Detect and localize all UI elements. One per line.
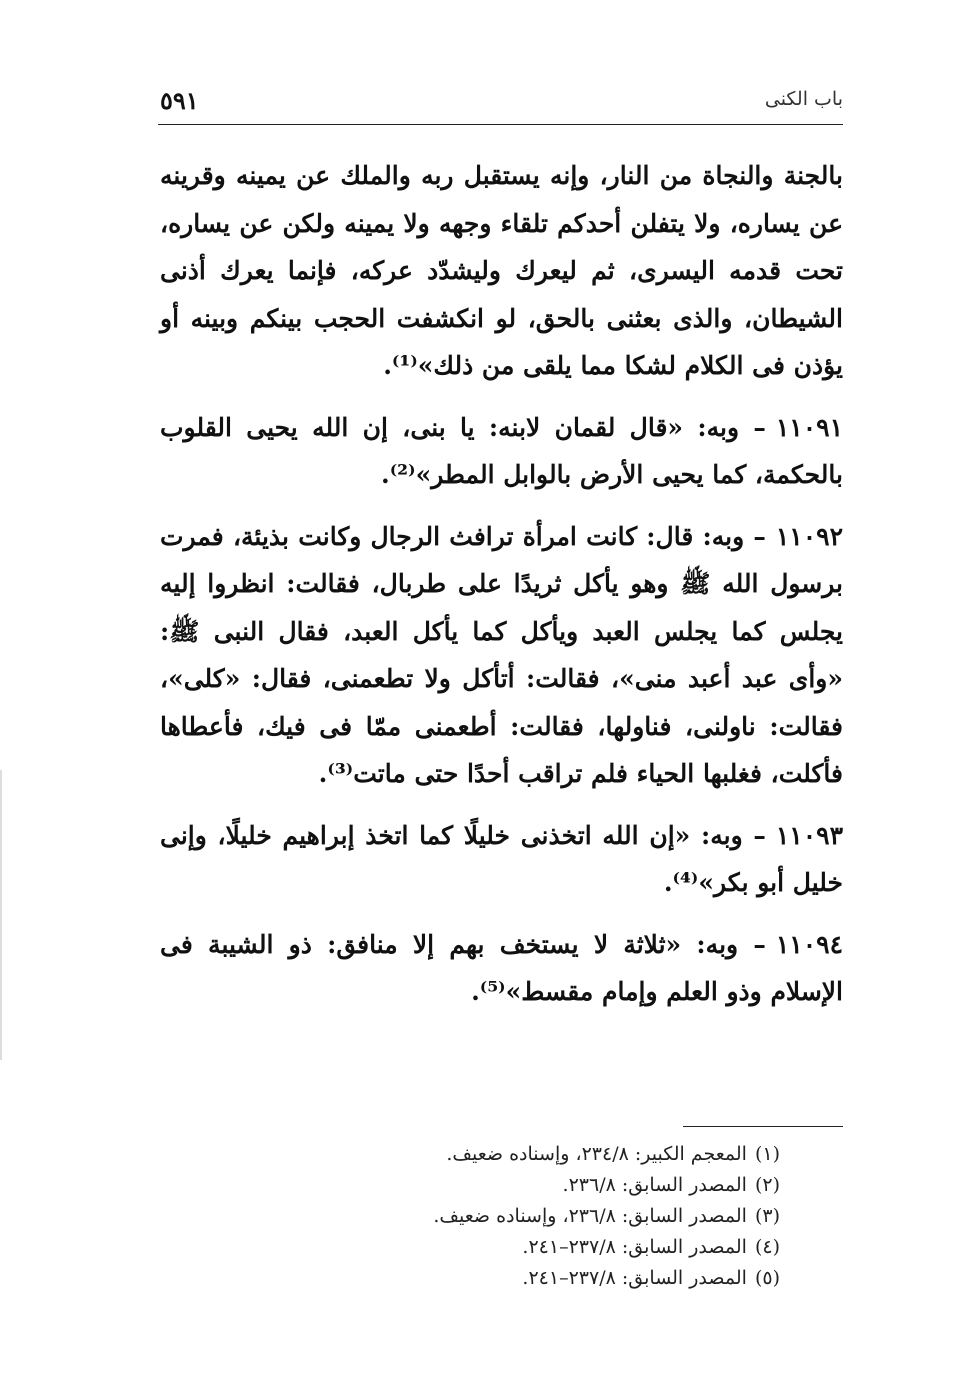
footnotes <box>300 1139 780 1294</box>
footnote-text: المصدر السابق: ٢٣٧/٨–٢٤١. <box>522 1267 747 1289</box>
footnote-4 <box>300 1232 780 1263</box>
paragraph-11093 <box>160 812 843 907</box>
paragraph-11091 <box>160 404 843 499</box>
paragraph-continuation <box>160 152 843 390</box>
paragraph-11092 <box>160 513 843 798</box>
header-divider <box>158 124 843 125</box>
running-title: باب الكنى <box>764 88 843 110</box>
page-header <box>160 82 843 122</box>
footnote-text: المصدر السابق: ٢٣٦/٨. <box>562 1174 747 1196</box>
paragraph-text: بالجنة والنجاة من النار، وإنه يستقبل ربه والملك عن يمينه وقرينه عن يساره، ولا يتفلن أحدكم تلقاء وجهه ولا يمينه ولكن عن يساره، تحت قدمه اليسرى، ثم ليعرك وليشدّد عركه، فإنما يعرك أذنى الشيطان، والذى بعثنى بالحق، لو انكشفت الحجب بينكم وبينه أو يؤذن فى الكلام لشكا مما يلقى من ذلك»⁽¹⁾. <box>160 161 843 380</box>
footnote-2 <box>300 1170 780 1201</box>
paragraph-text: – وبه: «قال لقمان لابنه: يا بنى، إن الله يحيى القلوب بالحكمة، كما يحيى الأرض بالوابل المطر»⁽²⁾. <box>160 412 843 489</box>
footnote-number: (٢) <box>754 1174 780 1196</box>
paragraph-11094 <box>160 921 843 1016</box>
paragraph-number: ١١٠٩٣ <box>775 820 843 850</box>
paragraph-text: – وبه: «إن الله اتخذنى خليلًا كما اتخذ إبراهيم خليلًا، وإنى خليل أبو بكر»⁽⁴⁾. <box>160 820 843 897</box>
footnote-text: المصدر السابق: ٢٣٦/٨، وإسناده ضعيف. <box>433 1205 747 1227</box>
paragraph-text: – وبه: قال: كانت امرأة ترافث الرجال وكانت بذيئة، فمرت برسول الله ﷺ وهو يأكل ثريدًا على طربال، فقالت: انظروا إليه يجلس كما يجلس العبد ويأكل كما يأكل العبد، فقال النبى ﷺ: «وأى عبد أعبد منى»، فقالت: أتأكل ولا تطعمنى، فقال: «كلى»، فقالت: ناولنى، فناولها، فقالت: أطعمنى ممّا فى فيك، فأعطاها فأكلت، فغلبها الحياء فلم تراقب أحدًا حتى ماتت⁽³⁾. <box>160 521 843 788</box>
page-number: ٥٩١ <box>160 86 199 115</box>
paragraph-text: – وبه: «ثلاثة لا يستخف بهم إلا منافق: ذو الشيبة فى الإسلام وذو العلم وإمام مقسط»⁽⁵⁾. <box>160 929 843 1006</box>
paragraph-number: ١١٠٩٤ <box>775 929 843 959</box>
main-text <box>160 152 843 1030</box>
footnote-divider <box>683 1126 843 1127</box>
footnote-3 <box>300 1201 780 1232</box>
paragraph-number: ١١٠٩٢ <box>775 521 843 551</box>
footnote-number: (٣) <box>754 1205 780 1227</box>
footnote-number: (٥) <box>754 1267 780 1289</box>
footnote-number: (٤) <box>754 1236 780 1258</box>
scan-edge-mark <box>0 770 2 1060</box>
footnote-text: المعجم الكبير: ٢٣٤/٨، وإسناده ضعيف. <box>446 1143 747 1165</box>
footnote-5 <box>300 1263 780 1294</box>
footnote-text: المصدر السابق: ٢٣٧/٨–٢٤١. <box>522 1236 747 1258</box>
paragraph-number: ١١٠٩١ <box>775 412 843 442</box>
footnote-1 <box>300 1139 780 1170</box>
footnote-number: (١) <box>754 1143 780 1165</box>
